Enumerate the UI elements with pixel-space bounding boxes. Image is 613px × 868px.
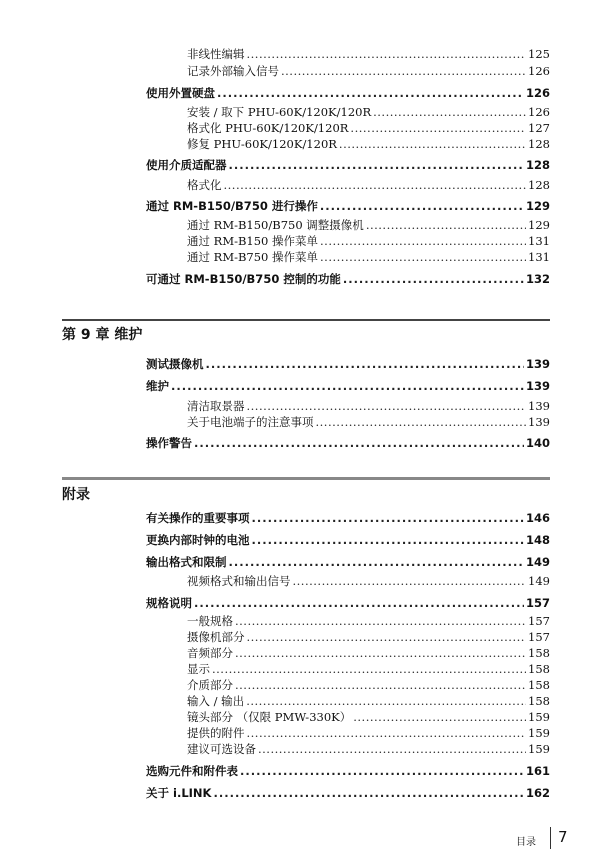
toc-entry[interactable] bbox=[187, 662, 550, 676]
toc-entry-title: 建议可选设备 bbox=[187, 742, 256, 756]
leader-dots bbox=[235, 614, 526, 628]
toc-entry-page: 148 bbox=[525, 533, 550, 547]
toc-entry-page: 159 bbox=[528, 742, 550, 756]
toc-entry[interactable] bbox=[187, 726, 550, 740]
toc-entry-title: 摄像机部分 bbox=[187, 630, 245, 644]
leader-dots bbox=[206, 357, 524, 371]
toc-entry-title: 镜头部分 （仅限 PMW-330K） bbox=[187, 710, 352, 724]
toc-entry-title: 一般规格 bbox=[187, 614, 233, 628]
toc-entry-title: 通过 RM-B150/B750 进行操作 bbox=[146, 199, 318, 213]
toc-entry[interactable] bbox=[187, 234, 550, 248]
toc-entry-page: 126 bbox=[528, 105, 550, 119]
toc-entry-title: 通过 RM-B150/B750 调整摄像机 bbox=[187, 218, 364, 232]
toc-entry-title: 通过 RM-B750 操作菜单 bbox=[187, 250, 319, 264]
leader-dots bbox=[252, 511, 524, 525]
toc-entry[interactable] bbox=[187, 415, 550, 429]
leader-dots bbox=[212, 662, 526, 676]
toc-entry[interactable] bbox=[187, 742, 550, 756]
toc-entry-page: 139 bbox=[528, 399, 550, 413]
leader-dots bbox=[246, 694, 526, 708]
toc-section-entry[interactable] bbox=[146, 764, 550, 778]
toc-entry[interactable] bbox=[187, 137, 550, 151]
toc-entry-title: 关于电池端子的注意事项 bbox=[187, 415, 314, 429]
toc-entry-title: 非线性编辑 bbox=[187, 47, 245, 61]
toc-entry-title: 维护 bbox=[146, 379, 169, 393]
toc-entry-title: 介质部分 bbox=[187, 678, 233, 692]
toc-entry-title: 规格说明 bbox=[146, 596, 192, 610]
toc-entry-page: 158 bbox=[528, 694, 550, 708]
toc-entry[interactable] bbox=[187, 614, 550, 628]
chapter-heading: 附录 bbox=[62, 487, 90, 503]
toc-entry-page: 131 bbox=[528, 234, 550, 248]
toc-entry-title: 关于 i.LINK bbox=[146, 786, 212, 800]
toc-entry-page: 132 bbox=[525, 272, 550, 286]
toc-entry[interactable] bbox=[187, 399, 550, 413]
chapter-divider bbox=[62, 477, 550, 480]
toc-entry-page: 157 bbox=[528, 630, 550, 644]
toc-section-entry[interactable] bbox=[146, 533, 550, 547]
leader-dots bbox=[240, 764, 524, 778]
toc-entry-title: 有关操作的重要事项 bbox=[146, 511, 250, 525]
leader-dots bbox=[247, 399, 527, 413]
leader-dots bbox=[366, 218, 526, 232]
leader-dots bbox=[343, 272, 524, 286]
toc-entry[interactable] bbox=[187, 710, 550, 724]
toc-entry[interactable] bbox=[187, 630, 550, 644]
chapter-divider bbox=[62, 319, 550, 321]
toc-entry-page: 157 bbox=[525, 596, 550, 610]
toc-entry-title: 选购元件和附件表 bbox=[146, 764, 238, 778]
toc-entry[interactable] bbox=[187, 121, 550, 135]
toc-entry[interactable] bbox=[187, 678, 550, 692]
toc-entry-page: 149 bbox=[528, 574, 550, 588]
toc-entry[interactable] bbox=[187, 218, 550, 232]
toc-entry-title: 安装 / 取下 PHU-60K/120K/120R bbox=[187, 105, 372, 119]
leader-dots bbox=[213, 786, 524, 800]
leader-dots bbox=[217, 86, 524, 100]
toc-entry-title: 显示 bbox=[187, 662, 210, 676]
toc-entry-page: 126 bbox=[528, 64, 550, 78]
leader-dots bbox=[320, 234, 526, 248]
toc-section-entry[interactable] bbox=[146, 199, 550, 213]
toc-entry-page: 131 bbox=[528, 250, 550, 264]
leader-dots bbox=[320, 250, 526, 264]
toc-section-entry[interactable] bbox=[146, 436, 550, 450]
toc-entry[interactable] bbox=[187, 178, 550, 192]
toc-entry-page: 139 bbox=[525, 379, 550, 393]
toc-entry-page: 158 bbox=[528, 646, 550, 660]
toc-entry[interactable] bbox=[187, 574, 550, 588]
toc-entry-title: 更换内部时钟的电池 bbox=[146, 533, 250, 547]
toc-entry-page: 139 bbox=[528, 415, 550, 429]
leader-dots bbox=[194, 596, 524, 610]
leader-dots bbox=[194, 436, 524, 450]
toc-entry-title: 提供的附件 bbox=[187, 726, 245, 740]
toc-entry-page: 158 bbox=[528, 678, 550, 692]
toc-entry-title: 通过 RM-B150 操作菜单 bbox=[187, 234, 319, 248]
toc-entry-page: 126 bbox=[525, 86, 550, 100]
toc-section-entry[interactable] bbox=[146, 158, 550, 172]
toc-entry-page: 129 bbox=[528, 218, 550, 232]
toc-entry-title: 音频部分 bbox=[187, 646, 233, 660]
toc-entry-page: 158 bbox=[528, 662, 550, 676]
toc-entry-page: 149 bbox=[525, 555, 550, 569]
toc-entry-page: 162 bbox=[525, 786, 550, 800]
footer-divider bbox=[550, 827, 551, 849]
toc-entry-page: 128 bbox=[525, 158, 550, 172]
toc-entry-page: 159 bbox=[528, 726, 550, 740]
leader-dots bbox=[235, 646, 526, 660]
leader-dots bbox=[320, 199, 524, 213]
toc-entry-page: 157 bbox=[528, 614, 550, 628]
toc-entry-title: 格式化 PHU-60K/120K/120R bbox=[187, 121, 349, 135]
leader-dots bbox=[316, 415, 527, 429]
toc-entry[interactable] bbox=[187, 47, 550, 61]
toc-entry-page: 140 bbox=[525, 436, 550, 450]
toc-section-entry[interactable] bbox=[146, 596, 550, 610]
toc-entry-title: 测试摄像机 bbox=[146, 357, 204, 371]
leader-dots bbox=[252, 533, 524, 547]
leader-dots bbox=[293, 574, 527, 588]
toc-entry-page: 127 bbox=[528, 121, 550, 135]
toc-entry-page: 125 bbox=[528, 47, 550, 61]
toc-entry-title: 记录外部输入信号 bbox=[187, 64, 279, 78]
toc-section-entry[interactable] bbox=[146, 511, 550, 525]
toc-entry[interactable] bbox=[187, 694, 550, 708]
leader-dots bbox=[350, 121, 526, 135]
toc-section-entry[interactable] bbox=[146, 86, 550, 100]
toc-section-entry[interactable] bbox=[146, 786, 550, 800]
toc-entry-title: 使用介质适配器 bbox=[146, 158, 227, 172]
toc-entry-page: 128 bbox=[528, 178, 550, 192]
toc-section-entry[interactable] bbox=[146, 272, 550, 286]
leader-dots bbox=[373, 105, 526, 119]
toc-entry-title: 格式化 bbox=[187, 178, 222, 192]
toc-section-entry[interactable] bbox=[146, 555, 550, 569]
leader-dots bbox=[247, 726, 527, 740]
chapter-heading: 第 9 章 维护 bbox=[62, 327, 143, 343]
toc-entry-page: 159 bbox=[528, 710, 550, 724]
leader-dots bbox=[281, 64, 526, 78]
leader-dots bbox=[339, 137, 526, 151]
leader-dots bbox=[247, 630, 527, 644]
toc-entry[interactable] bbox=[187, 105, 550, 119]
toc-entry-page: 128 bbox=[528, 137, 550, 151]
toc-entry-title: 操作警告 bbox=[146, 436, 192, 450]
toc-entry[interactable] bbox=[187, 64, 550, 78]
page-number: 7 bbox=[558, 828, 568, 846]
leader-dots bbox=[258, 742, 526, 756]
toc-entry-page: 161 bbox=[525, 764, 550, 778]
leader-dots bbox=[171, 379, 524, 393]
toc-entry-title: 清洁取景器 bbox=[187, 399, 245, 413]
leader-dots bbox=[353, 710, 526, 724]
toc-entry-title: 修复 PHU-60K/120K/120R bbox=[187, 137, 337, 151]
toc-entry-title: 输出格式和限制 bbox=[146, 555, 227, 569]
leader-dots bbox=[229, 158, 524, 172]
toc-entry-page: 129 bbox=[525, 199, 550, 213]
toc-entry-title: 输入 / 输出 bbox=[187, 694, 245, 708]
toc-section-entry[interactable] bbox=[146, 357, 550, 371]
toc-entry-title: 使用外置硬盘 bbox=[146, 86, 215, 100]
toc-entry-page: 146 bbox=[525, 511, 550, 525]
toc-entry[interactable] bbox=[187, 646, 550, 660]
leader-dots bbox=[224, 178, 527, 192]
leader-dots bbox=[247, 47, 527, 61]
toc-entry-title: 可通过 RM-B150/B750 控制的功能 bbox=[146, 272, 341, 286]
toc-section-entry[interactable] bbox=[146, 379, 550, 393]
toc-entry-page: 139 bbox=[525, 357, 550, 371]
leader-dots bbox=[235, 678, 526, 692]
toc-entry[interactable] bbox=[187, 250, 550, 264]
leader-dots bbox=[229, 555, 524, 569]
footer-section-label: 目录 bbox=[516, 837, 536, 848]
toc-entry-title: 视频格式和输出信号 bbox=[187, 574, 291, 588]
